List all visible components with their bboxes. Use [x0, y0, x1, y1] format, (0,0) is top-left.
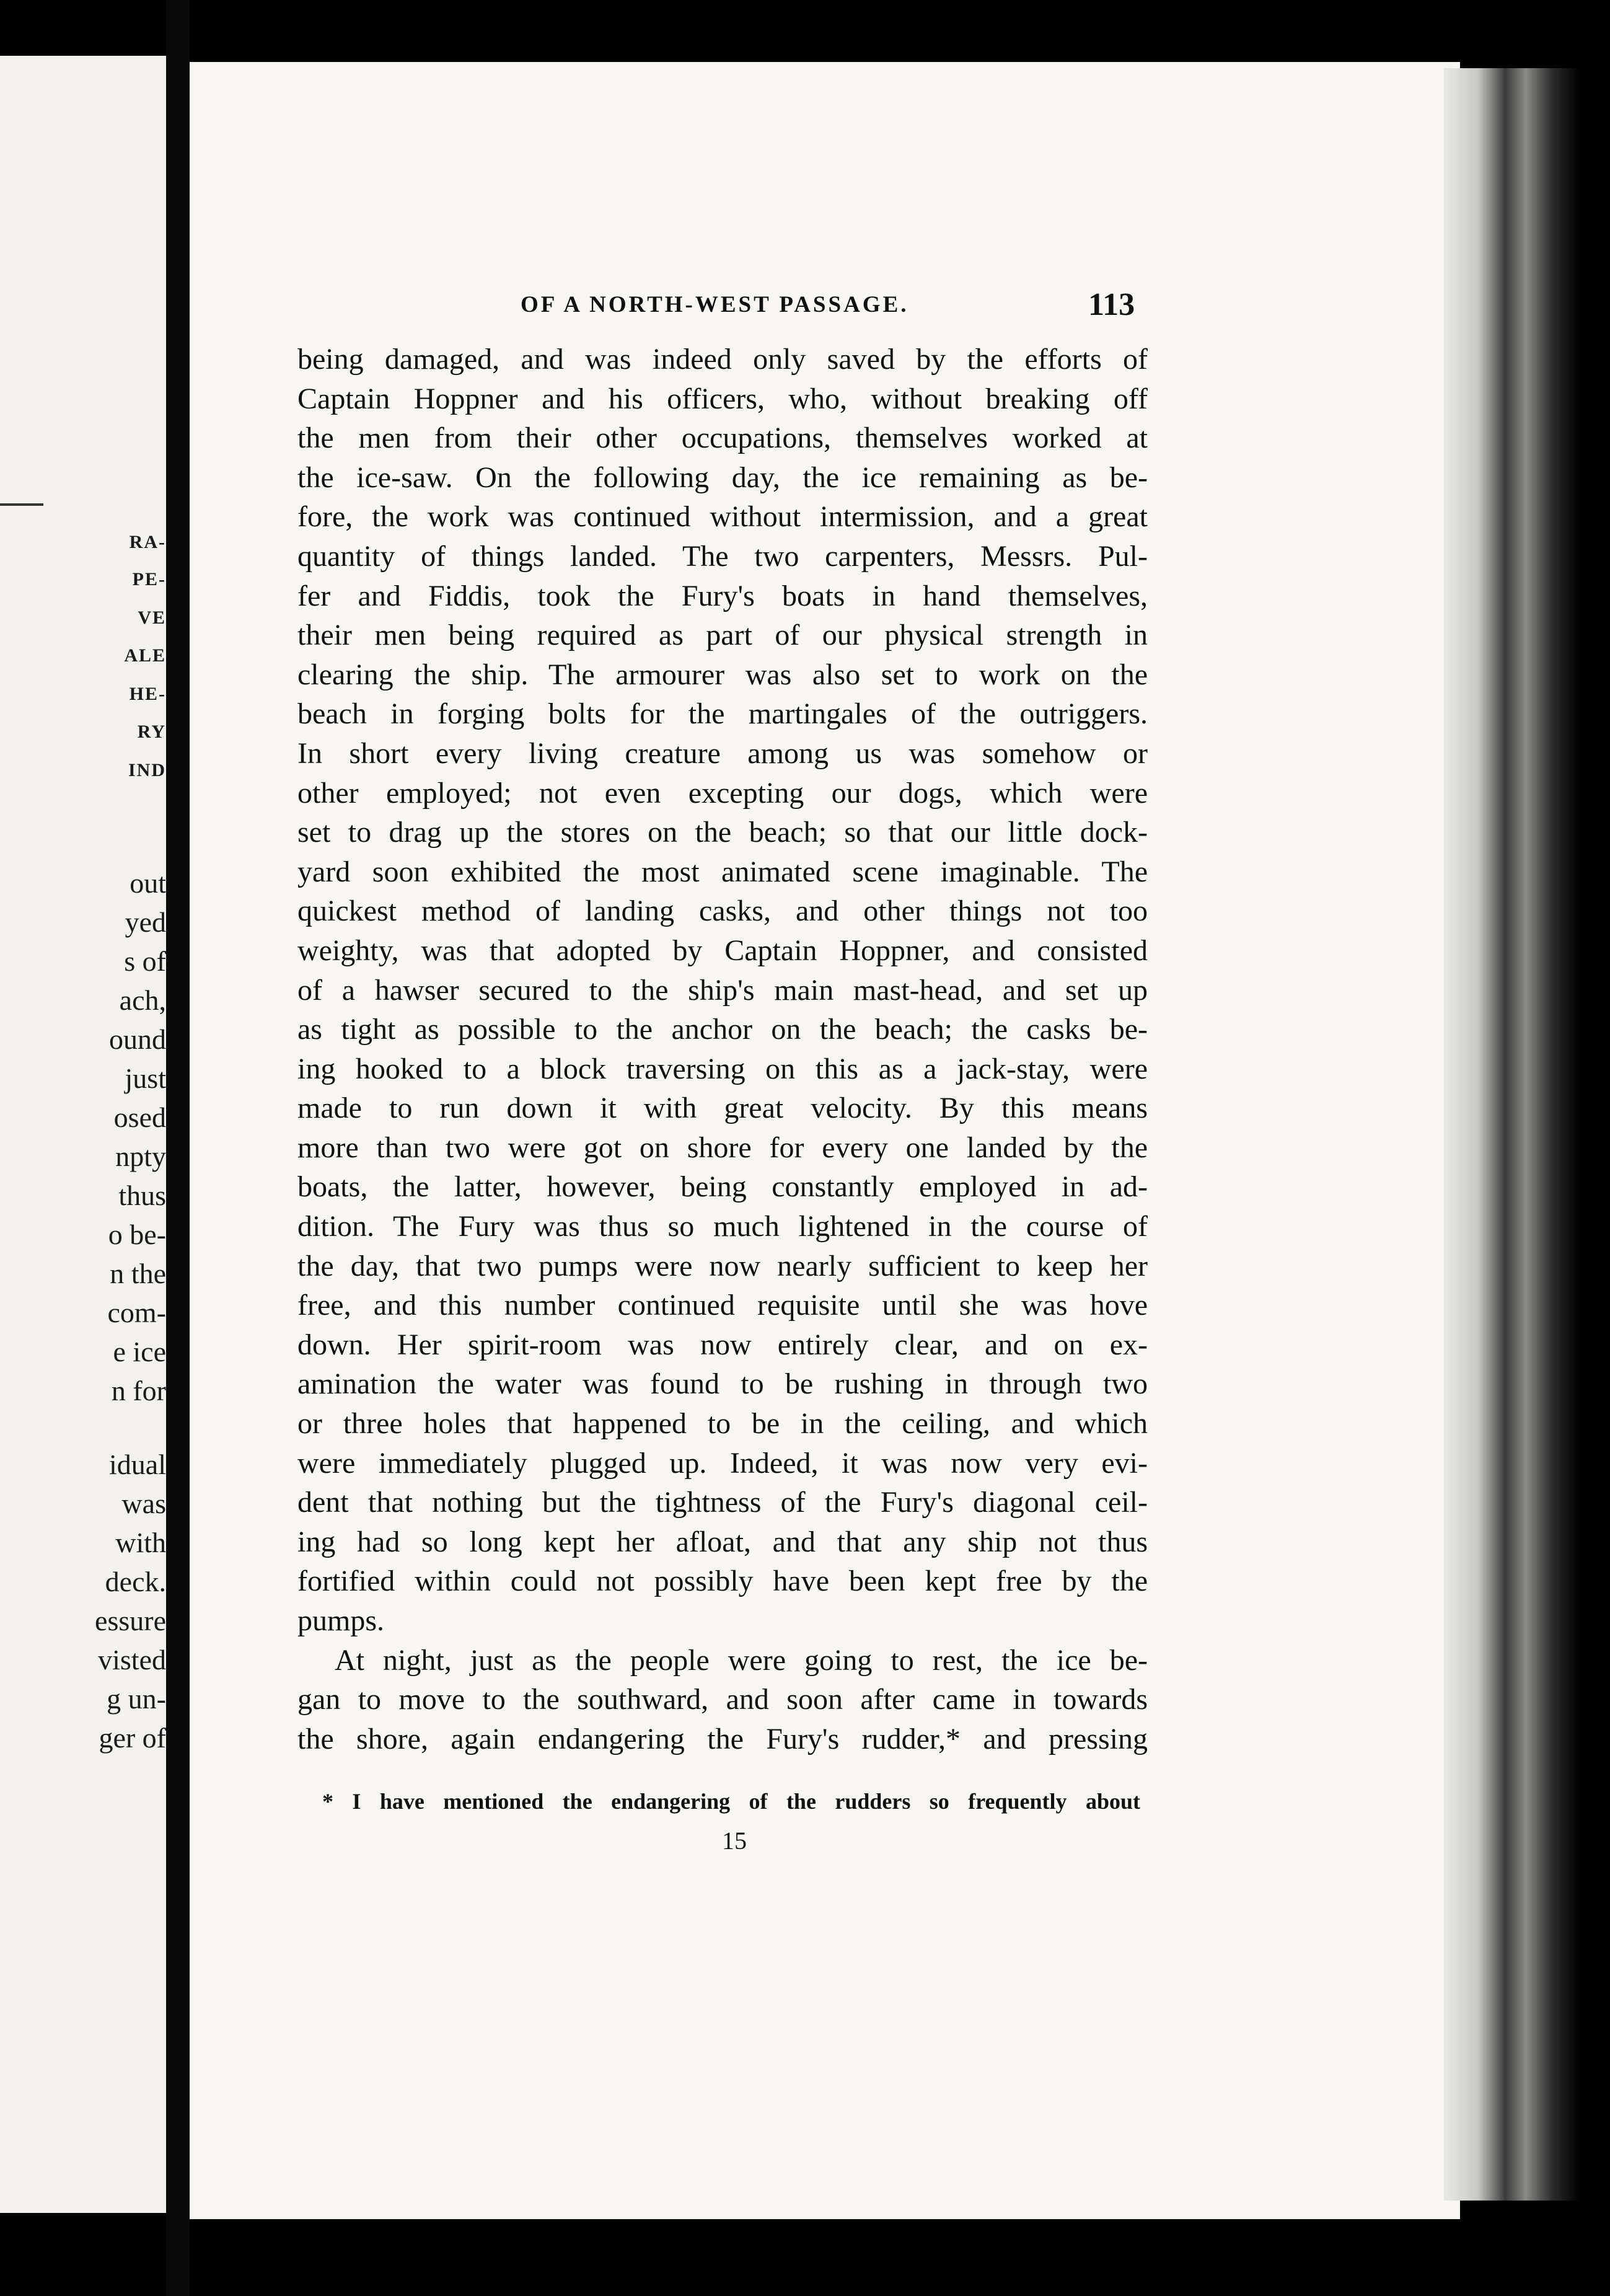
- text-line: In short every living creature among us was somehow or: [297, 736, 1148, 770]
- text-line: fer and Fiddis, took the Fury's boats in hand themselves,: [297, 579, 1148, 612]
- text-line: dent that nothing but the tightness of the Fury's diagonal ceil-: [297, 1486, 1148, 1519]
- text-line: Captain Hoppner and his officers, who, without breaking off: [297, 382, 1148, 415]
- signature-mark: 15: [722, 1827, 747, 1855]
- left-fragment: just: [125, 1062, 166, 1094]
- text-line: as tight as possible to the anchor on the beach; the casks be-: [297, 1013, 1148, 1046]
- text-line: their men being required as part of our physical strength in: [297, 619, 1148, 652]
- book-gutter: [166, 0, 190, 2296]
- text-line: fortified within could not possibly have been kept free by the: [297, 1565, 1148, 1598]
- left-fragment: npty: [115, 1141, 166, 1172]
- text-line: quickest method of landing casks, and other things not too: [297, 894, 1148, 928]
- text-line: yard soon exhibited the most animated scene imaginable. The: [297, 855, 1148, 888]
- text-line: or three holes that happened to be in the ceiling, and which: [297, 1407, 1148, 1441]
- left-fragment: RA-: [129, 532, 166, 552]
- left-fragment: ach,: [119, 984, 166, 1016]
- text-line: fore, the work was continued without intermission, and a great: [297, 500, 1148, 534]
- left-fragment: s of: [124, 945, 166, 977]
- left-fragment: thus: [118, 1180, 166, 1211]
- left-fragment: n the: [110, 1258, 166, 1289]
- left-fragment: out: [130, 867, 166, 899]
- left-fragment: ger of: [99, 1722, 166, 1754]
- text-line: made to run down it with great velocity. By this means: [297, 1092, 1148, 1125]
- text-line: clearing the ship. The armourer was also set to work on the: [297, 658, 1148, 691]
- left-facing-page: [0, 56, 166, 2213]
- left-fragment: osed: [113, 1102, 166, 1133]
- text-line: pumps.: [297, 1604, 385, 1637]
- left-fragment: yed: [125, 906, 166, 938]
- left-fragment: IND: [128, 760, 166, 780]
- text-line: the shore, again endangering the Fury's rudder,* and pressing: [297, 1722, 1148, 1755]
- left-fragment: with: [115, 1527, 166, 1558]
- text-line: beach in forging bolts for the martingales of the outriggers.: [297, 697, 1148, 731]
- left-fragment: o be-: [108, 1219, 166, 1250]
- text-line: At night, just as the people were going to rest, the ice be-: [335, 1643, 1148, 1677]
- running-header: OF A NORTH-WEST PASSAGE.: [521, 292, 909, 317]
- left-fragment: visted: [98, 1644, 166, 1676]
- text-line: other employed; not even excepting our dogs, which were: [297, 776, 1148, 810]
- left-page-rule: [0, 503, 43, 506]
- text-line: quantity of things landed. The two carpenters, Messrs. Pul-: [297, 539, 1148, 573]
- text-line: the men from their other occupations, themselves worked at: [297, 422, 1148, 455]
- text-line: set to drag up the stores on the beach; so that our little dock-: [297, 816, 1148, 849]
- text-line: down. Her spirit-room was now entirely clear, and on ex-: [297, 1328, 1148, 1361]
- text-line: weighty, was that adopted by Captain Hoppner, and consisted: [297, 934, 1148, 967]
- footnote: * I have mentioned the endangering of the rudders so frequently about: [322, 1789, 1140, 1814]
- text-line: amination the water was found to be rushing in through two: [297, 1367, 1148, 1401]
- text-line: the ice-saw. On the following day, the ice remaining as be-: [297, 461, 1148, 494]
- left-fragment: e ice: [113, 1336, 166, 1367]
- left-fragment: com-: [107, 1297, 166, 1328]
- left-fragment: RY: [137, 722, 166, 742]
- left-fragment: n for: [111, 1375, 166, 1406]
- left-fragment: g un-: [107, 1683, 166, 1715]
- left-fragment: was: [121, 1488, 166, 1519]
- left-fragment: essure: [95, 1605, 166, 1636]
- page-edge-shadow: [1444, 68, 1580, 2201]
- left-fragment: VE: [138, 607, 166, 628]
- text-line: ing hooked to a block traversing on this as a jack-stay, were: [297, 1052, 1148, 1085]
- text-line: were immediately plugged up. Indeed, it was now very evi-: [297, 1446, 1148, 1480]
- left-fragment: ALE: [124, 645, 166, 666]
- text-line: being damaged, and was indeed only saved by the efforts of: [297, 343, 1148, 376]
- body-text: [297, 340, 1148, 1759]
- page-number: 113: [1088, 287, 1135, 322]
- left-fragment: HE-: [129, 684, 166, 704]
- text-line: free, and this number continued requisite until she was hove: [297, 1289, 1148, 1322]
- text-line: ing had so long kept her afloat, and that any ship not thus: [297, 1525, 1148, 1558]
- left-fragment: PE-: [132, 569, 166, 589]
- text-line: the day, that two pumps were now nearly sufficient to keep her: [297, 1249, 1148, 1283]
- text-line: of a hawser secured to the ship's main mast-head, and set up: [297, 973, 1148, 1007]
- left-fragment: ound: [109, 1023, 166, 1055]
- left-fragment: deck.: [105, 1566, 166, 1597]
- text-line: gan to move to the southward, and soon after came in towards: [297, 1683, 1148, 1716]
- text-line: more than two were got on shore for every one landed by the: [297, 1131, 1148, 1164]
- left-fragment: idual: [109, 1449, 166, 1480]
- text-line: dition. The Fury was thus so much lightened in the course of: [297, 1210, 1148, 1243]
- text-line: boats, the latter, however, being constantly employed in ad-: [297, 1170, 1148, 1204]
